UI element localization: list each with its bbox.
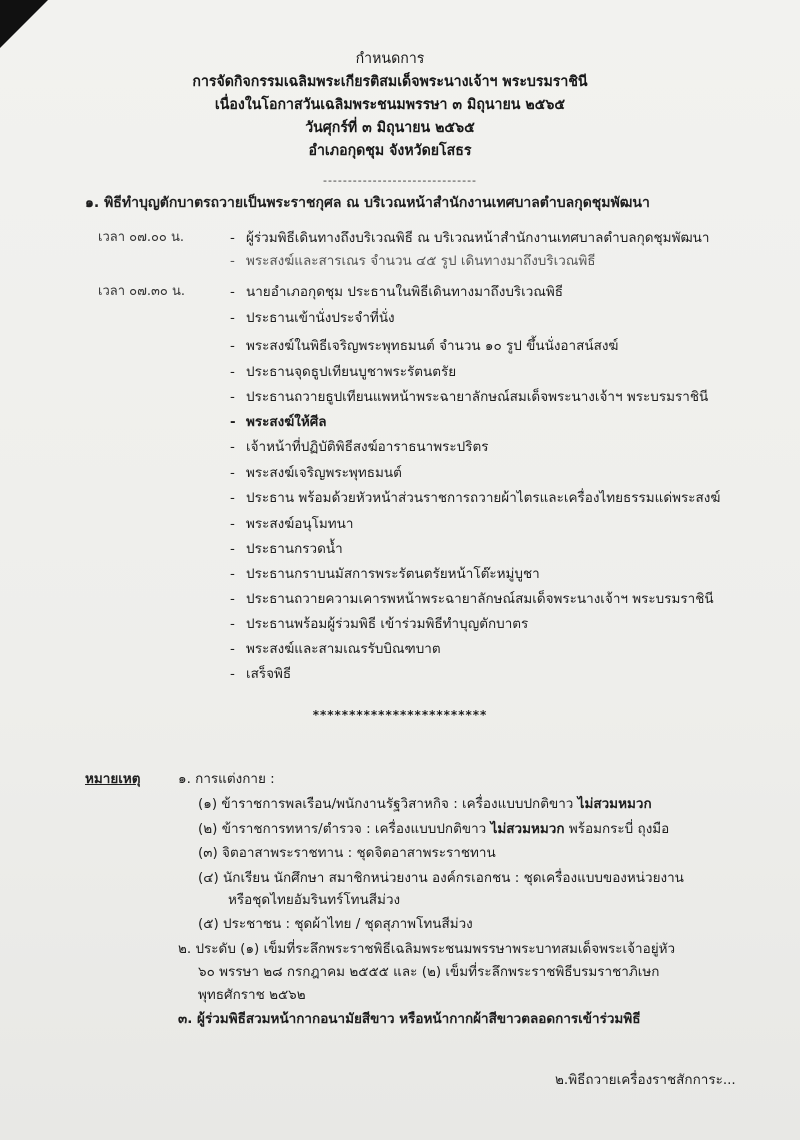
header-occasion: เนื่องในโอกาสวันเฉลิมพระชนมพรรษา ๓ มิถุนายน ๒๕๖๕ [214, 97, 566, 113]
schedule-item: - พระสงฆ์ในพิธีเจริญพระพุทธมนต์ จำนวน ๑๐ รูป ขึ้นนั่งอาสน์สงฆ์ [230, 338, 619, 354]
schedule-item: - ประธานกราบนมัสการพระรัตนตรัยหน้าโต๊ะหมู่บูชา [230, 566, 540, 582]
note-1-2: (๒) ข้าราชการทหาร/ตำรวจ : เครื่องแบบปกติขาว ไม่สวมหมวก พร้อมกระบี่ ถุงมือ [198, 821, 670, 837]
section-separator: ************************ [312, 708, 488, 722]
schedule-item: - ผู้ร่วมพิธีเดินทางถึงบริเวณพิธี ณ บริเวณหน้าสำนักงานเทศบาลตำบลกุดชุมพัฒนา [230, 230, 710, 246]
note-1-1: (๑) ข้าราชการพลเรือน/พนักงานรัฐวิสาหกิจ : เครื่องแบบปกติขาว ไม่สวมหมวก [198, 796, 652, 812]
schedule-item: - ประธานกรวดน้ำ [230, 541, 343, 557]
note-2: ๒. ประดับ (๑) เข็มที่ระลึกพระราชพิธีเฉลิมพระชนมพรรษาพระบาทสมเด็จพระเจ้าอยู่หัว [178, 941, 676, 957]
schedule-item: - พระสงฆ์อนุโมทนา [230, 516, 354, 532]
header-event: การจัดกิจกรรมเฉลิมพระเกียรติสมเด็จพระนางเจ้าฯ พระบรมราชินี [192, 74, 588, 90]
next-page-hint: ๒.พิธีถวายเครื่องราชสักการะ... [555, 1072, 736, 1088]
schedule-item: - ประธานจุดธูปเทียนบูชาพระรัตนตรัย [230, 364, 457, 380]
schedule-item: - ประธานถวายความเคารพหน้าพระฉายาลักษณ์สมเด็จพระนางเจ้าฯ พระบรมราชินี [230, 591, 714, 607]
schedule-item: - พระสงฆ์และสารเณร จำนวน ๔๕ รูป เดินทางมาถึงบริเวณพิธี [230, 253, 596, 269]
document-header [0, 48, 800, 163]
schedule-item: - พระสงฆ์เจริญพระพุทธมนต์ [230, 465, 402, 481]
note-1-4: (๔) นักเรียน นักศึกษา สมาชิกหน่วยงาน องค์กรเอกชน : ชุดเครื่องแบบของหน่วยงาน [198, 870, 684, 886]
schedule-item: - นายอำเภอกุดชุม ประธานในพิธีเดินทางมาถึงบริเวณพิธี [230, 284, 564, 300]
note-1-3: (๓) จิตอาสาพระราชทาน : ชุดจิตอาสาพระราชทาน [198, 845, 496, 861]
schedule-item: - ประธานถวายธูปเทียนแพหน้าพระฉายาลักษณ์สมเด็จพระนางเจ้าฯ พระบรมราชินี [230, 389, 709, 405]
header-date: วันศุกร์ที่ ๓ มิถุนายน ๒๕๖๕ [305, 120, 475, 136]
dark-corner [0, 0, 48, 48]
schedule-item: - พระสงฆ์ให้ศีล [230, 414, 327, 430]
header-title: กำหนดการ [355, 51, 425, 67]
schedule-item: - เจ้าหน้าที่ปฏิบัติพิธีสงฆ์อาราธนาพระปริตร [230, 439, 489, 455]
header-location: อำเภอกุดชุม จังหวัดยโสธร [308, 143, 472, 159]
schedule-item: - ประธานเข้านั่งประจำที่นั่ง [230, 310, 395, 326]
section-1-title: ๑. พิธีทำบุญตักบาตรถวายเป็นพระราชกุศล ณ บริเวณหน้าสำนักงานเทศบาลตำบลกุดชุมพัฒนา [85, 195, 650, 211]
notes-label: หมายเหตุ [85, 771, 141, 787]
note-1-5: (๕) ประชาชน : ชุดผ้าไทย / ชุดสุภาพโทนสีม่วง [198, 916, 473, 932]
schedule-item: - ประธาน พร้อมด้วยหัวหน้าส่วนราชการถวายผ้าไตรและเครื่องไทยธรรมแด่พระสงฆ์ [230, 490, 721, 506]
note-2-cont: พุทธศักราช ๒๕๖๒ [198, 987, 306, 1003]
note-3: ๓. ผู้ร่วมพิธีสวมหน้ากากอนามัยสีขาว หรือหน้ากากผ้าสีขาวตลอดการเข้าร่วมพิธี [178, 1011, 641, 1027]
header-divider: ------------------------------- [322, 174, 478, 187]
note-1-4-cont: หรือชุดไทยอัมรินทร์โทนสีม่วง [228, 892, 401, 908]
time-label: เวลา ๐๗.๓๐ น. [98, 284, 185, 299]
schedule-item: - ประธานพร้อมผู้ร่วมพิธี เข้าร่วมพิธีทำบุญตักบาตร [230, 616, 529, 632]
time-label: เวลา ๐๗.๐๐ น. [98, 230, 185, 245]
note-2-cont: ๖๐ พรรษา ๒๘ กรกฎาคม ๒๕๕๕ และ (๒) เข็มที่ระลึกพระราชพิธีบรมราชาภิเษก [198, 964, 660, 980]
note-1: ๑. การแต่งกาย : [178, 771, 275, 787]
schedule-item: - พระสงฆ์และสามเณรรับบิณฑบาต [230, 641, 441, 657]
schedule-item: - เสร็จพิธี [230, 666, 292, 682]
